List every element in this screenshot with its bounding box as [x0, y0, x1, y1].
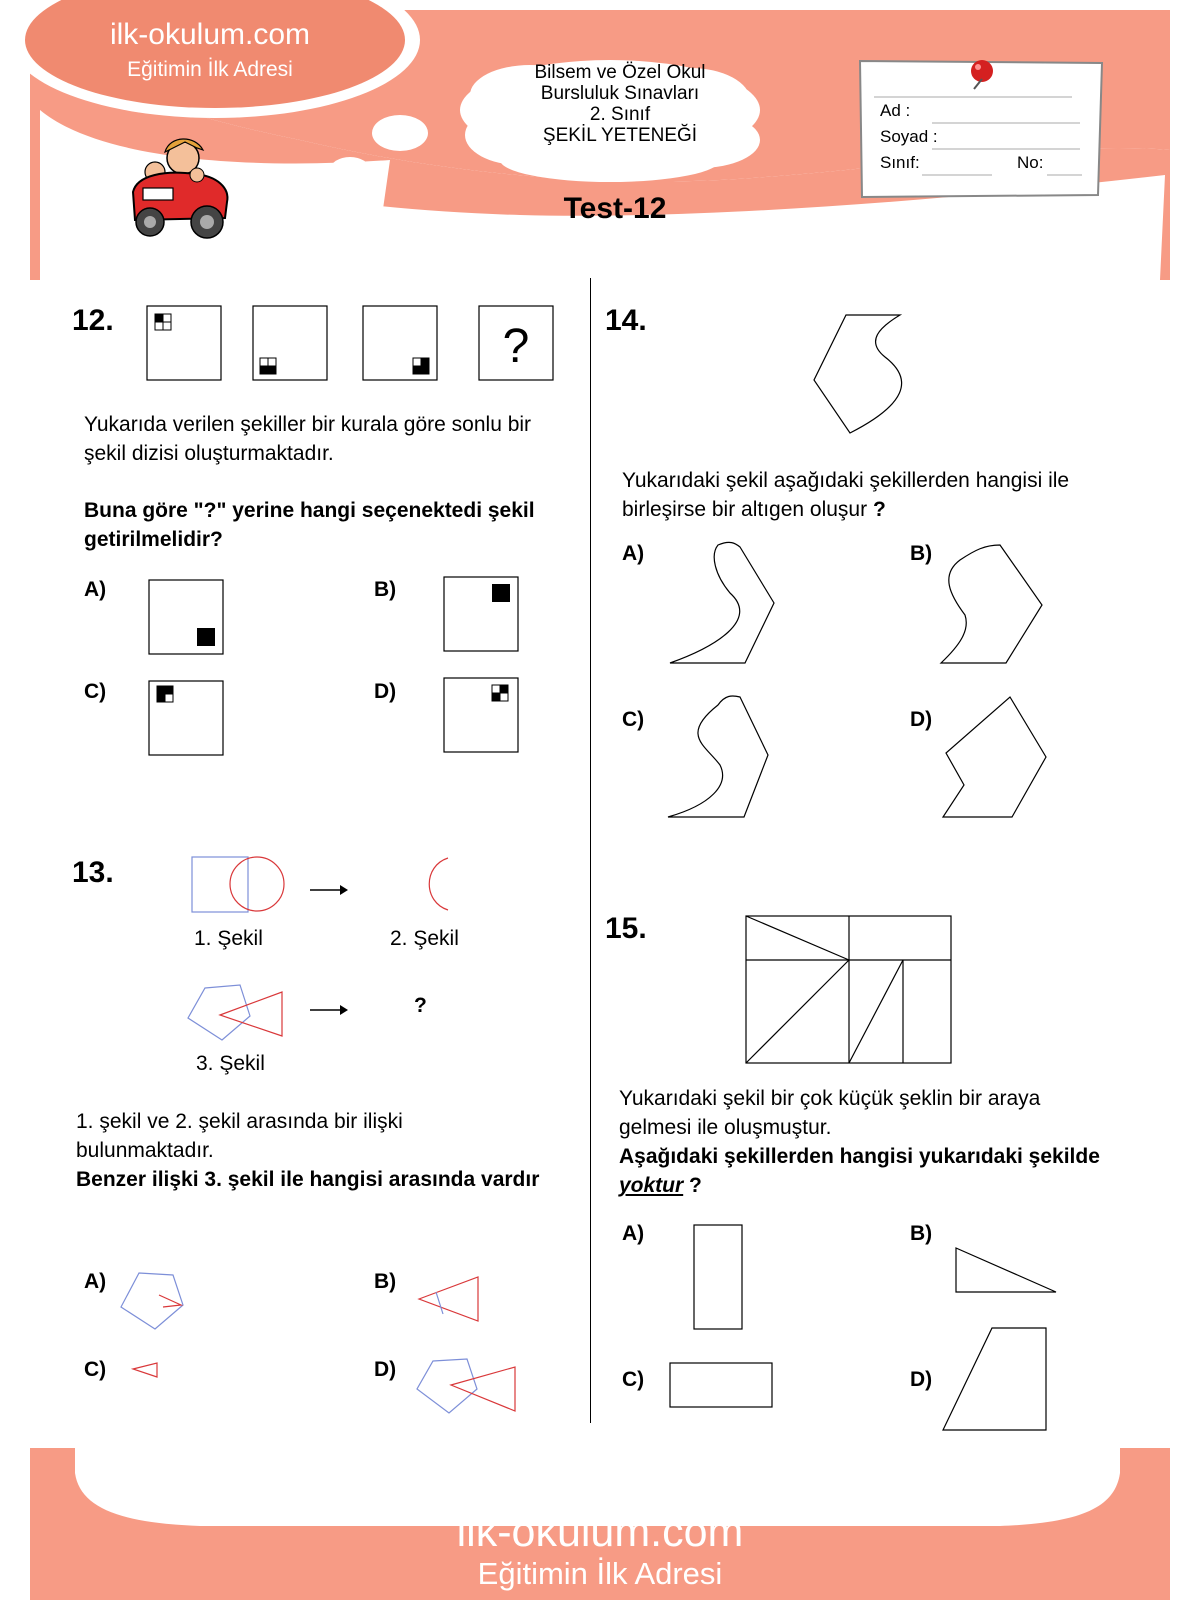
class-field-label: Sınıf:	[880, 153, 920, 172]
surname-field-label: Soyad :	[880, 127, 938, 146]
q15-option-figures[interactable]	[660, 1218, 1060, 1438]
q14-option-c-label[interactable]: C)	[622, 708, 645, 731]
site-logo-tagline: Eğitimin İlk Adresi	[127, 58, 293, 81]
q15-text: Yukarıdaki şekil bir çok küçük şeklin bir araya gelmesi ile oluşmuştur.	[619, 1087, 1041, 1139]
q12-text: Yukarıda verilen şekiller bir kurala göre sonlu bir şekil dizisi oluşturmaktadır.	[84, 413, 532, 465]
q14-option-b-label[interactable]: B)	[910, 542, 933, 565]
q13-caption-2: 2. Şekil	[390, 927, 459, 950]
car-illustration	[125, 130, 240, 245]
footer-tagline: Eğitimin İlk Adresi	[477, 1556, 723, 1591]
q15-option-b-label[interactable]: B)	[910, 1222, 933, 1245]
q15-number: 15.	[605, 912, 647, 945]
q12-option-b-label[interactable]: B)	[374, 578, 397, 601]
q15-option-c-label[interactable]: C)	[622, 1368, 645, 1391]
q14-shape	[800, 305, 930, 440]
q12-option-a-label[interactable]: A)	[84, 578, 107, 601]
q14-option-a-label[interactable]: A)	[622, 542, 645, 565]
q14-text-body: Yukarıdaki şekil aşağıdaki şekillerden hangisi ile birleşirse bir altıgen oluşur	[622, 469, 1070, 521]
site-logo-title: ilk-okulum.com	[109, 18, 311, 51]
q14-option-figures[interactable]	[660, 535, 1060, 825]
q15-question-emphasis: yoktur	[619, 1174, 684, 1197]
exam-line-3: 2. Sınıf	[589, 104, 651, 125]
q14-option-d-label[interactable]: D)	[910, 708, 933, 731]
q13-option-a-label[interactable]: A)	[84, 1270, 107, 1293]
q13-question: Benzer ilişki 3. şekil ile hangisi arasında vardır	[76, 1168, 540, 1191]
q12-option-d-label[interactable]: D)	[374, 680, 397, 703]
q14-number: 14.	[605, 304, 647, 337]
q13-option-d-label[interactable]: D)	[374, 1358, 397, 1381]
q13-text: 1. şekil ve 2. şekil arasında bir ilişki bulunmaktadır.	[76, 1110, 403, 1162]
q14-text	[622, 466, 1122, 524]
q13-caption-1: 1. Şekil	[194, 927, 263, 950]
test-title: Test-12	[563, 192, 667, 225]
q13-option-c-label[interactable]: C)	[84, 1358, 107, 1381]
name-field-label: Ad :	[880, 101, 911, 120]
exam-line-2: Bursluluk Sınavları	[540, 83, 700, 104]
exam-line-1: Bilsem ve Özel Okul	[534, 62, 706, 83]
q13-option-b-label[interactable]: B)	[374, 1270, 397, 1293]
exam-info	[490, 62, 750, 146]
q12-option-figures[interactable]	[140, 570, 540, 770]
q13-caption-3: 3. Şekil	[196, 1052, 265, 1075]
column-divider	[590, 278, 591, 1423]
q12-option-c-label[interactable]: C)	[84, 680, 107, 703]
q15-option-a-label[interactable]: A)	[622, 1222, 645, 1245]
q15-option-d-label[interactable]: D)	[910, 1368, 933, 1391]
q15-composite-figure	[740, 910, 960, 1070]
q13-number: 13.	[72, 856, 114, 889]
q13-figures	[180, 850, 480, 1060]
q13-option-figures[interactable]	[115, 1265, 535, 1425]
q13-placeholder: ?	[414, 994, 427, 1017]
q12-sequence	[140, 300, 560, 390]
number-field-label: No:	[1017, 153, 1044, 172]
q12-number: 12.	[72, 304, 114, 337]
q14-question-mark: ?	[872, 498, 886, 521]
q15-question	[619, 1142, 1109, 1200]
footer-site-title: ilk-okulum.com	[456, 1508, 744, 1556]
q15-question-end: ?	[689, 1174, 702, 1197]
q12-placeholder: ?	[502, 320, 530, 373]
q15-question-start: Aşağıdaki şekillerden hangisi yukarıdaki şekilde	[619, 1145, 1100, 1168]
q12-question: Buna göre "?" yerine hangi seçenektedi şekil getirilmelidir?	[84, 499, 535, 551]
exam-line-4: ŞEKİL YETENEĞİ	[542, 125, 698, 146]
